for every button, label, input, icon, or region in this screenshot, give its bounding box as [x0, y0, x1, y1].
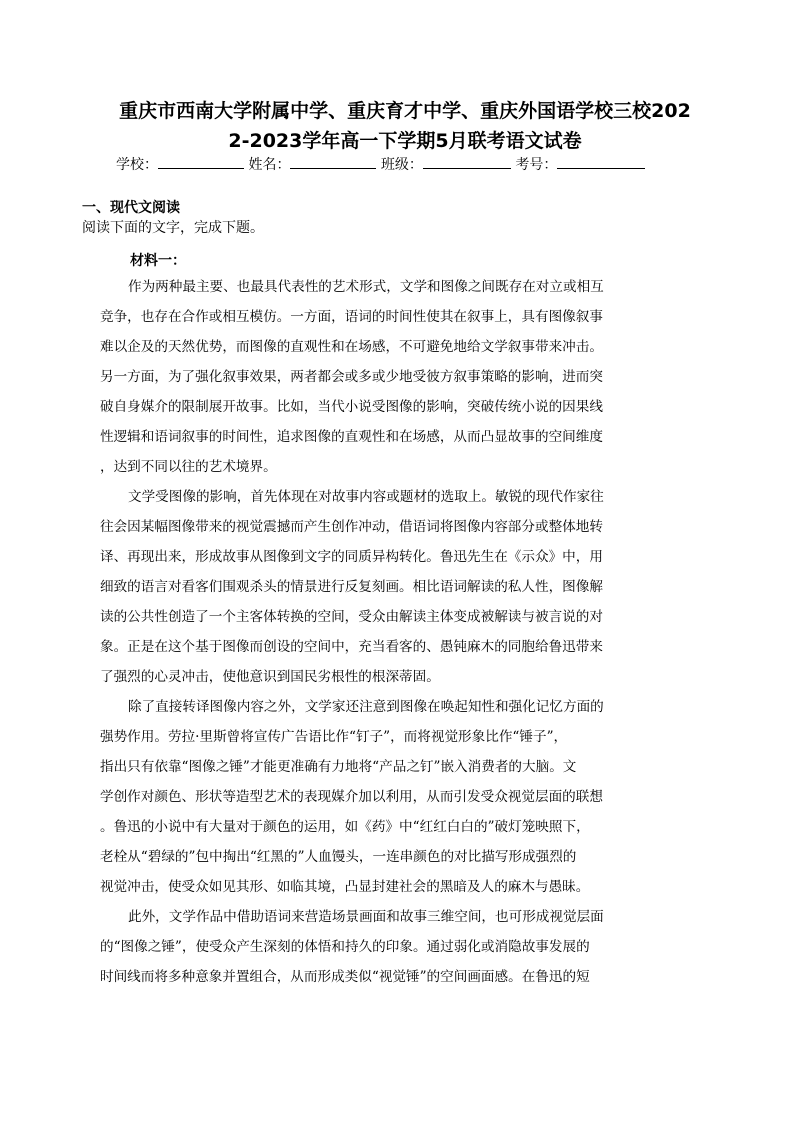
paragraph-line: 竞争，也存在合作或相互模仿。一方面，语词的时间性使其在叙事上，具有图像叙事 [100, 309, 603, 325]
paragraph-line: 另一方面，为了强化叙事效果，两者都会或多或少地受彼方叙事策略的影响，进而突 [100, 369, 603, 385]
paragraph-line: 细致的语言对看客们围观杀头的情景进行反复刻画。相比语词解读的私人性，图像解 [100, 579, 603, 595]
exam-number-blank[interactable] [557, 154, 645, 169]
paragraph-line: 了强烈的心灵冲击，使他意识到国民劣根性的根深蒂固。 [100, 669, 440, 685]
paragraph-line: 视觉冲击，使受众如见其形、如临其境，凸显封建社会的黑暗及人的麻木与愚昧。 [100, 879, 590, 895]
paragraph-line: 老栓从“碧绿的”包中掏出“红黑的”人血馒头，一连串颜色的对比描写形成强烈的 [100, 849, 577, 865]
section-heading: 一、现代文阅读 [82, 200, 180, 216]
paragraph-line: 作为两种最主要、也最具代表性的艺术形式，文学和图像之间既存在对立或相互 [128, 279, 604, 295]
paragraph-line: 除了直接转译图像内容之外，文学家还注意到图像在唤起知性和强化记忆方面的 [128, 699, 604, 715]
paragraph-line: 往会因某幅图像带来的视觉震撼而产生创作冲动，借语词将图像内容部分或整体地转 [100, 519, 603, 535]
name-blank[interactable] [290, 154, 376, 169]
paragraph [100, 692, 694, 902]
student-info-row [116, 154, 645, 175]
class-label: 班级： [380, 157, 423, 173]
paragraph-line: 此外，文学作品中借助语词来营造场景画面和故事三维空间，也可形成视觉层面 [128, 909, 604, 925]
paragraph [100, 272, 694, 482]
material-label: 材料一： [130, 253, 186, 269]
exam-title-line1: 重庆市西南大学附属中学、重庆育才中学、重庆外国语学校三校202 [119, 100, 691, 122]
class-blank[interactable] [423, 154, 511, 169]
paragraph-line: 的“图像之锤”，使受众产生深刻的体悟和持久的印象。通过弱化或消隐故事发展的 [100, 939, 590, 955]
paragraph-line: 文学受图像的影响，首先体现在对故事内容或题材的选取上。敏锐的现代作家往 [128, 489, 604, 505]
paragraph-line: 学创作对颜色、形状等造型艺术的表现媒介加以利用，从而引发受众视觉层面的联想 [100, 789, 603, 805]
reading-passage [100, 272, 694, 992]
paragraph-line: 读的公共性创造了一个主客体转换的空间，受众由解读主体变成被解读与被言说的对 [100, 609, 603, 625]
school-blank[interactable] [158, 154, 244, 169]
section-instruction: 阅读下面的文字，完成下题。 [82, 220, 264, 236]
paragraph-line: 。鲁迅的小说中有大量对于颜色的运用，如《药》中“红红白白的”破灯笼映照下， [100, 819, 590, 835]
name-label: 姓名： [248, 157, 291, 173]
paragraph-line: 强势作用。劳拉·里斯曾将宣传广告语比作“钉子”，而将视觉形象比作“锤子”， [100, 729, 568, 745]
paragraph-line: 破自身媒介的限制展开故事。比如，当代小说受图像的影响，突破传统小说的因果线 [100, 399, 603, 415]
paragraph-line: 难以企及的天然优势，而图像的直观性和在场感，不可避免地给文学叙事带来冲击。 [100, 339, 603, 355]
paragraph [100, 902, 694, 992]
exam-number-label: 考号： [515, 157, 558, 173]
paragraph [100, 482, 694, 692]
paragraph-line: 译、再现出来，形成故事从图像到文字的同质异构转化。鲁迅先生在《示众》中，用 [100, 549, 603, 565]
exam-title-line2: 2-2023学年高一下学期5月联考语文试卷 [228, 130, 582, 152]
school-label: 学校： [116, 157, 158, 173]
paragraph-line: 性逻辑和语词叙事的时间性，追求图像的直观性和在场感，从而凸显故事的空间维度 [100, 429, 603, 445]
paragraph-line: 时间线而将多种意象并置组合，从而形成类似“视觉锤”的空间画面感。在鲁迅的短 [100, 969, 590, 985]
paragraph-line: 象。正是在这个基于图像而创设的空间中，充当看客的、愚钝麻木的同胞给鲁迅带来 [100, 639, 603, 655]
paragraph-line: ，达到不同以往的艺术境界。 [100, 459, 277, 475]
paragraph-line: 指出只有依靠“图像之锤”才能更准确有力地将“产品之钉”嵌入消费者的大脑。文 [100, 759, 577, 775]
